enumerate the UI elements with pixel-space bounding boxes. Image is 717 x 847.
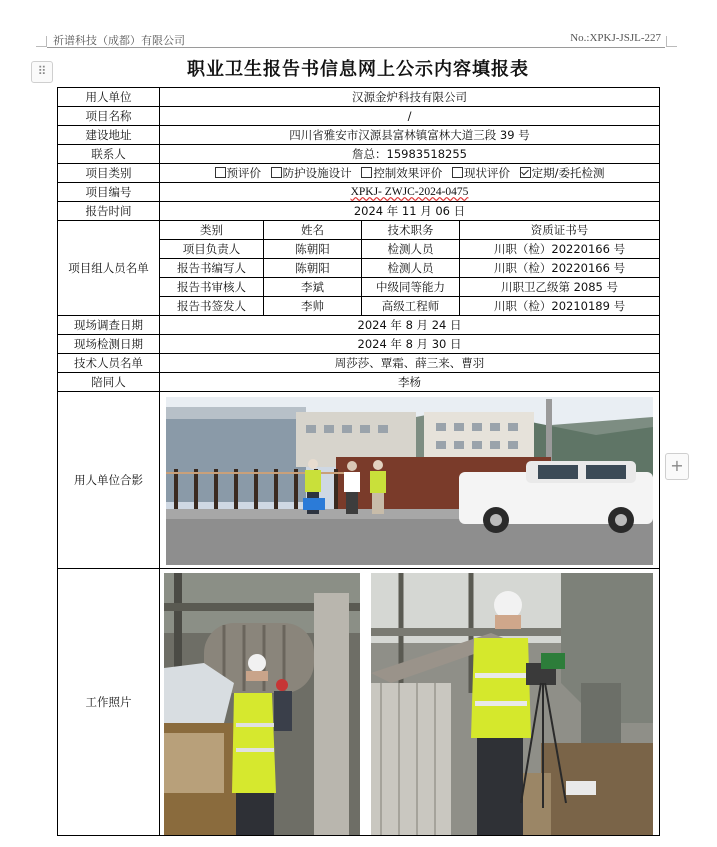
- checkbox-icon[interactable]: [271, 167, 282, 178]
- work-photo-cell: [160, 569, 660, 836]
- team-header-category: 类别: [160, 221, 264, 240]
- project-name-label: 项目名称: [58, 107, 160, 126]
- employer-value[interactable]: 汉源金炉科技有限公司: [160, 88, 660, 107]
- report-time-value[interactable]: 2024 年 11 月 06 日: [160, 202, 660, 221]
- table-row: [58, 316, 660, 335]
- test-date-value[interactable]: 2024 年 8 月 30 日: [160, 335, 660, 354]
- table-row: [58, 373, 660, 392]
- team-cell[interactable]: 检测人员: [362, 259, 460, 278]
- category-option-status-evaluation[interactable]: 现状评价: [452, 166, 510, 180]
- table-row: [58, 126, 660, 145]
- team-label: 项目组人员名单: [58, 221, 160, 316]
- contact-value[interactable]: 詹总：15983518255: [160, 145, 660, 164]
- test-date-label: 现场检测日期: [58, 335, 160, 354]
- contact-label: 联系人: [58, 145, 160, 164]
- survey-date-value[interactable]: 2024 年 8 月 24 日: [160, 316, 660, 335]
- checkbox-checked-icon[interactable]: [520, 167, 531, 178]
- team-cell[interactable]: 报告书编写人: [160, 259, 264, 278]
- group-photo-image[interactable]: [166, 397, 653, 565]
- category-options: [160, 164, 660, 183]
- header-doc-number: No.:XPKJ-JSJL-227: [570, 32, 661, 44]
- team-cell[interactable]: 川职（检）20220166 号: [460, 259, 660, 278]
- tech-staff-value[interactable]: 周莎莎、覃霜、薛三来、曹羽: [160, 354, 660, 373]
- team-cell[interactable]: 川职（检）20220166 号: [460, 240, 660, 259]
- employer-label: 用人单位: [58, 88, 160, 107]
- table-row: [58, 335, 660, 354]
- team-cell[interactable]: 陈朝阳: [264, 259, 362, 278]
- table-row: [58, 354, 660, 373]
- table-row: [58, 145, 660, 164]
- team-cell[interactable]: 川职卫乙级第 2085 号: [460, 278, 660, 297]
- escort-label: 陪同人: [58, 373, 160, 392]
- team-header-name: 姓名: [264, 221, 362, 240]
- header-company: 祈谱科技（成都）有限公司: [53, 34, 185, 47]
- table-row: [58, 221, 660, 240]
- checkbox-icon[interactable]: [452, 167, 463, 178]
- project-no-value[interactable]: XPKJ- ZWJC-2024-0475: [160, 183, 660, 202]
- category-option-control-effect[interactable]: 控制效果评价: [361, 166, 442, 180]
- team-cell[interactable]: 中级同等能力: [362, 278, 460, 297]
- report-time-label: 报告时间: [58, 202, 160, 221]
- team-cell[interactable]: 项目负责人: [160, 240, 264, 259]
- project-no-label: 项目编号: [58, 183, 160, 202]
- corner-mark: [36, 36, 47, 47]
- disclosure-form-table: [57, 87, 660, 836]
- document-title: 职业卫生报告书信息网上公示内容填报表: [187, 59, 529, 80]
- corner-mark: [666, 36, 677, 47]
- checkbox-icon[interactable]: [361, 167, 372, 178]
- project-name-value[interactable]: /: [160, 107, 660, 126]
- group-photo-label: 用人单位合影: [58, 392, 160, 569]
- category-label: 项目类别: [58, 164, 160, 183]
- work-photo-image-2[interactable]: [371, 573, 653, 835]
- table-row: [58, 392, 660, 569]
- work-photo-image-1[interactable]: [164, 573, 360, 835]
- team-header-title: 技术职务: [362, 221, 460, 240]
- tech-staff-label: 技术人员名单: [58, 354, 160, 373]
- team-cell[interactable]: 检测人员: [362, 240, 460, 259]
- survey-date-label: 现场调查日期: [58, 316, 160, 335]
- group-photo-cell: [160, 392, 660, 569]
- team-header-cert: 资质证书号: [460, 221, 660, 240]
- table-row: [58, 107, 660, 126]
- team-cell[interactable]: 李帅: [264, 297, 362, 316]
- address-label: 建设地址: [58, 126, 160, 145]
- team-cell[interactable]: 李斌: [264, 278, 362, 297]
- header-divider: [47, 47, 665, 48]
- table-row: [58, 569, 660, 836]
- checkbox-icon[interactable]: [215, 167, 226, 178]
- table-row: [58, 88, 660, 107]
- team-cell[interactable]: 陈朝阳: [264, 240, 362, 259]
- team-cell[interactable]: 高级工程师: [362, 297, 460, 316]
- table-row: [58, 164, 660, 183]
- table-row: [58, 183, 660, 202]
- team-cell[interactable]: 川职（检）20210189 号: [460, 297, 660, 316]
- address-value[interactable]: 四川省雅安市汉源县富林镇富林大道三段 39 号: [160, 126, 660, 145]
- team-cell[interactable]: 报告书签发人: [160, 297, 264, 316]
- escort-value[interactable]: 李杨: [160, 373, 660, 392]
- category-option-pre-evaluation[interactable]: 预评价: [215, 166, 262, 180]
- page-header: [0, 0, 717, 48]
- work-photo-label: 工作照片: [58, 569, 160, 836]
- table-row: [58, 202, 660, 221]
- category-option-protection-design[interactable]: 防护设施设计: [271, 166, 352, 180]
- table-drag-handle-icon[interactable]: ⠿: [31, 61, 53, 83]
- category-option-periodic-testing[interactable]: 定期/委托检测: [520, 166, 605, 180]
- add-column-button[interactable]: +: [665, 453, 689, 480]
- team-cell[interactable]: 报告书审核人: [160, 278, 264, 297]
